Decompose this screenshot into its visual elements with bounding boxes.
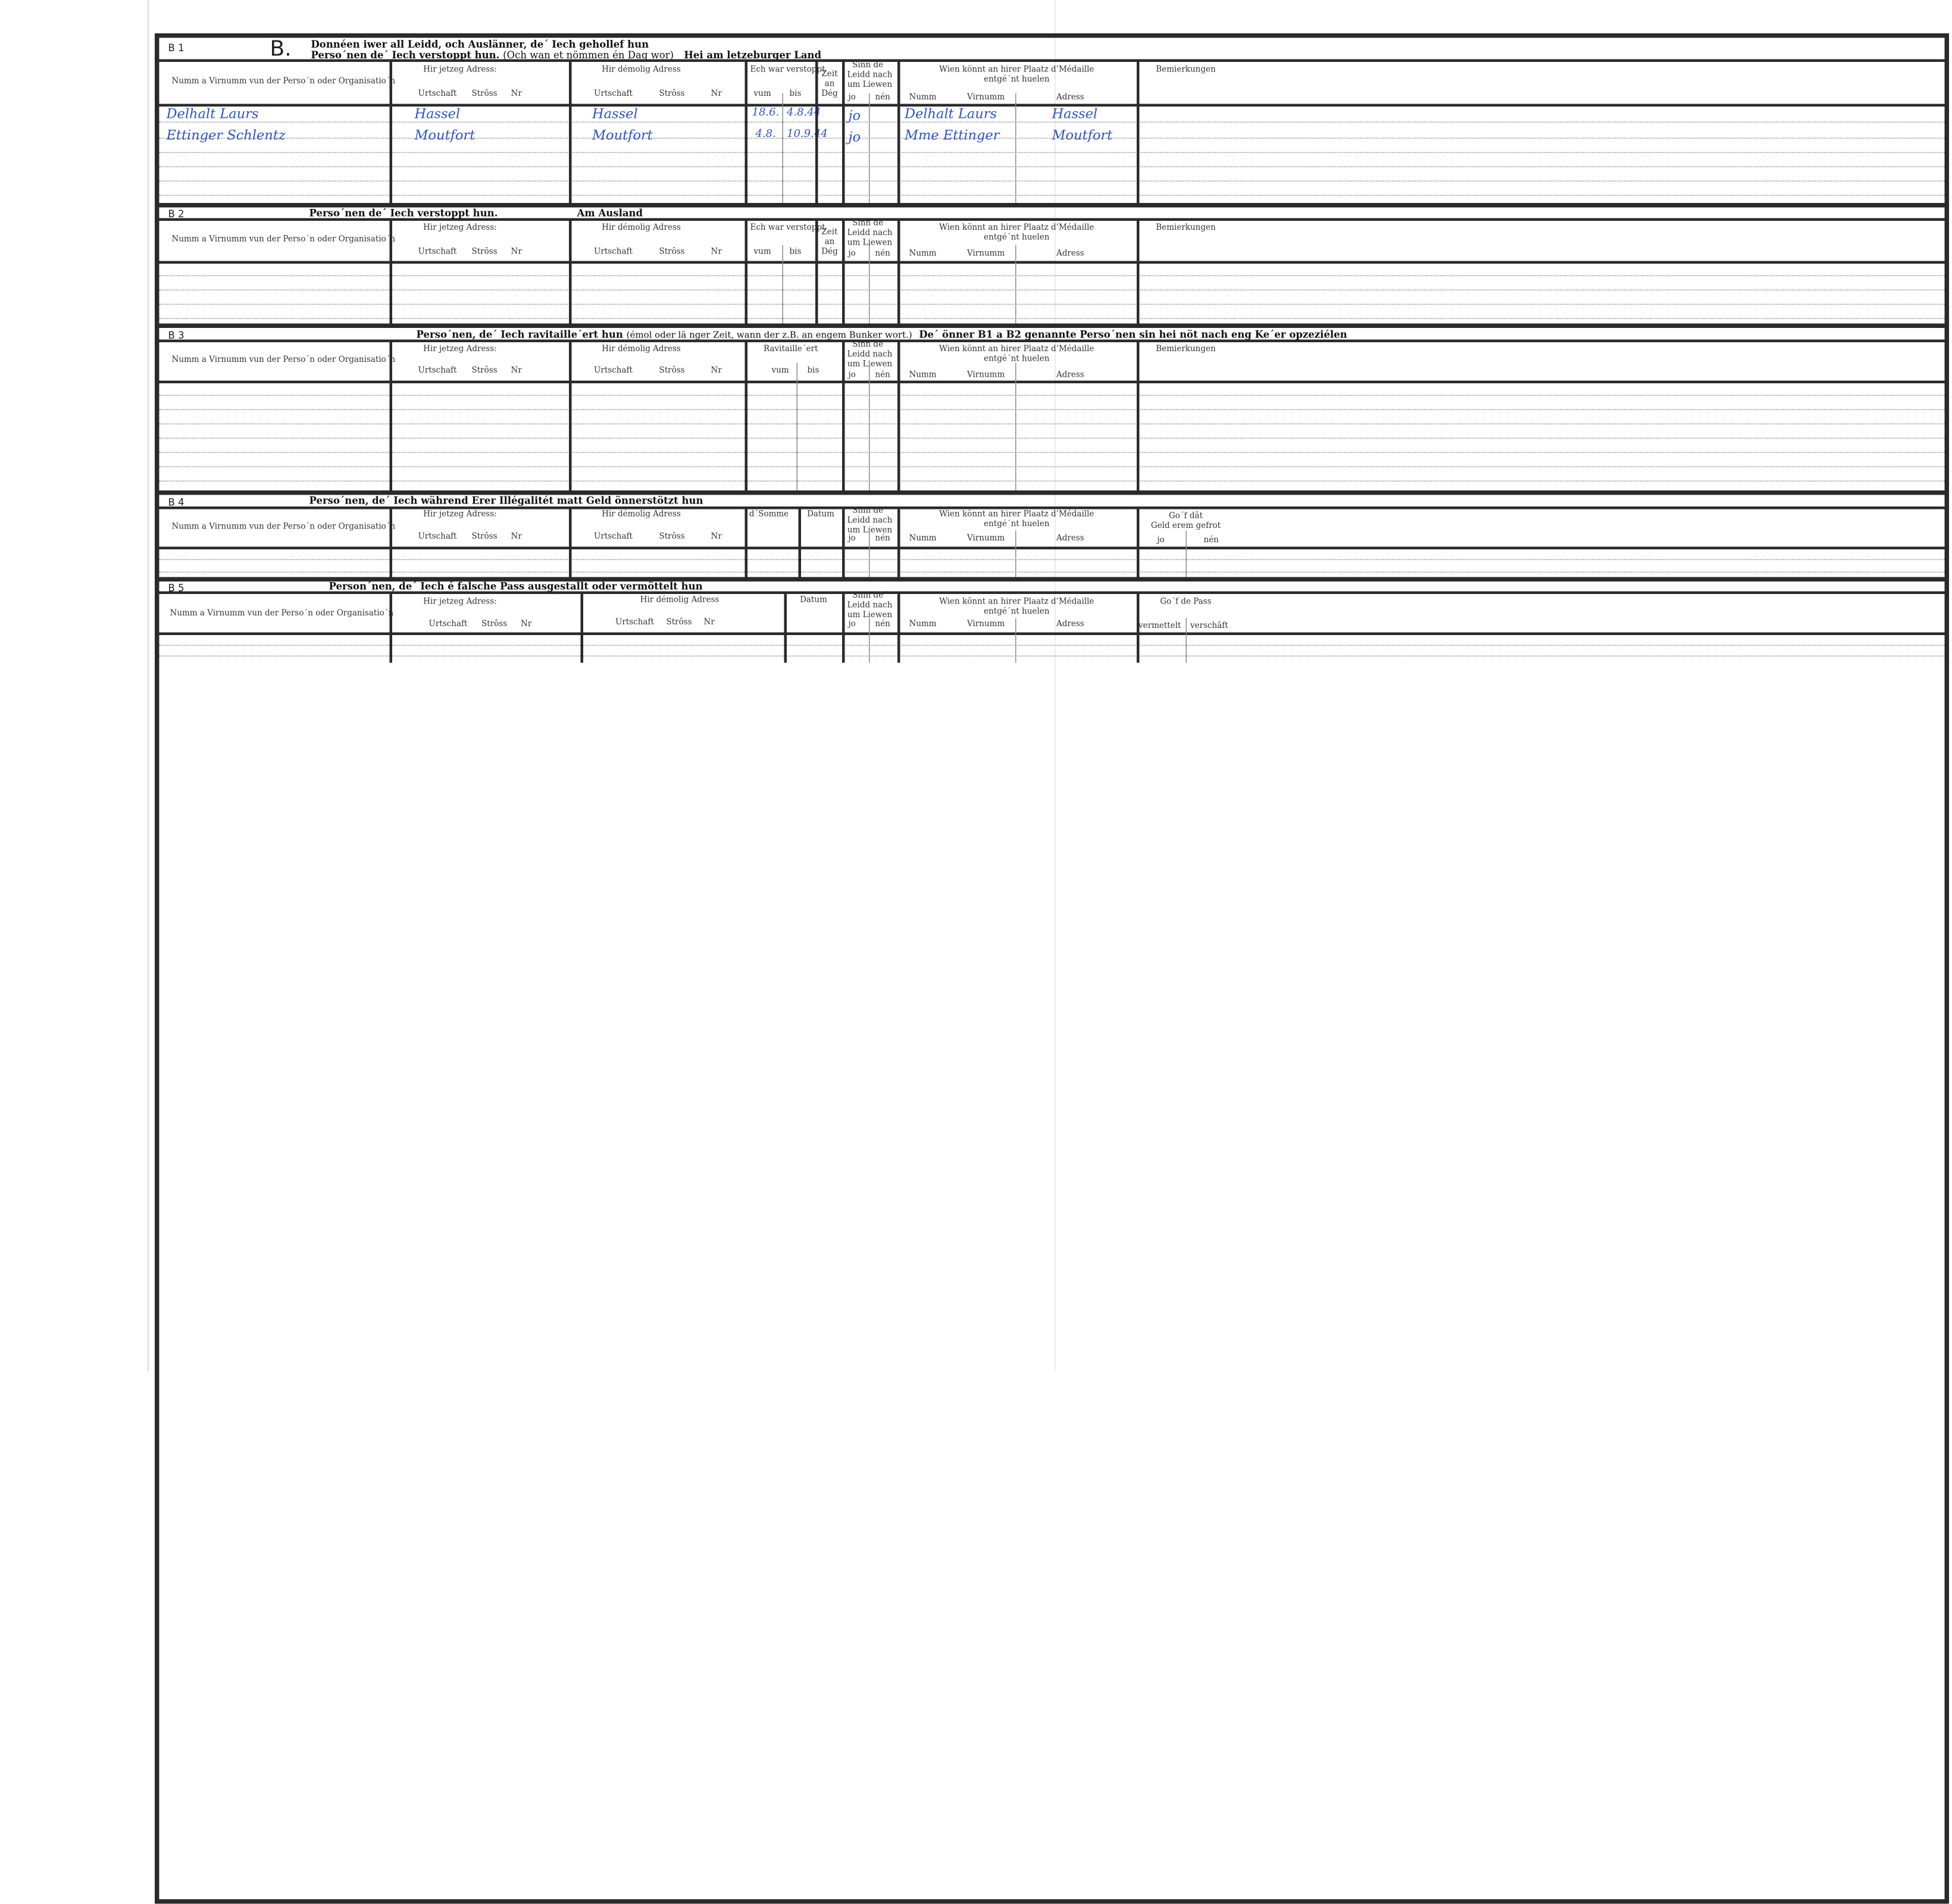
b1-header-current-address: Hir jetzeg Adress: <box>423 65 497 74</box>
b4-row-line <box>159 559 1945 561</box>
entry-former-town: Moutfort <box>592 127 653 143</box>
b2-header-days-2: an <box>824 237 835 247</box>
b4-header-name: Numm a Virnumm vun der Perso´n oder Organisatio´n <box>171 523 396 532</box>
b5-header-medal-2: entgé´nt huelen <box>984 607 1050 617</box>
b2-header-street-former: Strôss <box>659 248 685 257</box>
b5-col-rule <box>842 592 845 663</box>
b4-header-sum: d´Somme <box>749 510 789 519</box>
b4-header-danger-3: um Liewen <box>847 526 893 535</box>
b5-header-name: Numm a Virnumm vun der Perso´n oder Organisatio´n <box>170 609 394 618</box>
b2-col-rule <box>897 218 900 324</box>
b1-header-danger-1: Sinn de´ <box>852 61 887 70</box>
b4-col-sub <box>1186 531 1187 577</box>
b2-header-days-3: Dég <box>821 248 838 257</box>
b1-header-address: Adress <box>1056 93 1084 102</box>
b4-header-top <box>159 507 1945 509</box>
b5-header-medal-1: Wien könnt an hirer Plaatz d’Médaille <box>939 598 1094 606</box>
b5-header-former-address: Hir démolig Adress <box>640 596 720 605</box>
b5-header-danger-3: um Liewen <box>847 611 893 620</box>
b4-header-money-2: Geld erem gefrot <box>1150 521 1221 531</box>
b1-header-to: bis <box>789 89 802 99</box>
b1-row-line <box>159 122 1945 123</box>
b1-row-line <box>159 167 1945 168</box>
b4-header-street-former: Strôss <box>659 532 685 542</box>
b3-row-line <box>159 409 1945 411</box>
left-page-edge <box>148 0 149 1371</box>
b2-header-street: Strôss <box>471 248 498 257</box>
section-b4-title: Perso´nen, de´ Iech während Erer Illégalitét matt Geld önnerstötzt hun <box>309 495 703 507</box>
entry-from: 4.8. <box>755 127 776 140</box>
b5-header-town: Urtschaft <box>428 620 468 629</box>
b2-col-sub <box>1015 245 1016 324</box>
b2-header-hidden: Ech war verstoppt <box>750 223 825 233</box>
form-section-b <box>155 33 1949 1904</box>
b4-header-nr-former: Nr <box>711 532 722 542</box>
b2-header-medal-1: Wien könnt an hirer Plaatz d’Médaille <box>939 223 1094 233</box>
b1-col-rule <box>569 60 572 204</box>
section-b3-title <box>417 329 1347 341</box>
b3-row-line <box>159 438 1945 439</box>
b2-header-surname: Numm <box>909 249 937 258</box>
b2-col-sub <box>869 245 870 324</box>
b5-header-created: verschâft <box>1190 621 1228 631</box>
b1-header-remarks: Bemierkungen <box>1156 65 1216 74</box>
b2-col-rule <box>745 218 748 324</box>
section-b4-id: B 4 <box>168 496 184 508</box>
b5-header-danger-2: Leidd nach <box>847 601 893 610</box>
b4-header-town-former: Urtschaft <box>594 532 633 542</box>
b3-header-remarks: Bemierkungen <box>1156 345 1216 354</box>
b5-header-bottom <box>159 633 1945 636</box>
b5-header-no: nén <box>875 620 890 629</box>
b2-header-town: Urtschaft <box>418 248 457 257</box>
b2-header-former-address: Hir démolig Adress <box>602 223 681 233</box>
b1-col-sub <box>869 93 870 204</box>
b3-row-line <box>159 395 1945 396</box>
b2-row-line <box>159 304 1945 305</box>
section-b3-top <box>159 324 1945 329</box>
b1-col-rule <box>815 60 818 204</box>
b3-header-top <box>159 340 1945 343</box>
b3-header-nr-former: Nr <box>711 366 722 376</box>
b5-col-rule <box>390 592 393 663</box>
b5-col-sub <box>869 618 870 663</box>
b5-header-current-address: Hir jetzeg Adress: <box>423 598 497 606</box>
b2-col-rule <box>815 218 818 324</box>
b2-header-yes: jo <box>848 249 856 258</box>
b3-header-street: Strôss <box>471 366 498 376</box>
b3-header-name: Numm a Virnumm vun der Perso´n oder Organisatio´n <box>171 355 396 365</box>
b2-header-top <box>159 218 1945 221</box>
section-b2-title-right: Am Ausland <box>577 207 643 219</box>
b1-header-days-3: Dég <box>821 89 838 99</box>
b3-col-rule <box>390 340 393 491</box>
b2-header-medal-2: entgé´nt huelen <box>984 233 1050 242</box>
b2-col-sub <box>783 245 784 324</box>
b3-row-line <box>159 452 1945 454</box>
b3-col-rule <box>569 340 572 491</box>
b5-header-surname: Numm <box>909 620 937 629</box>
b4-col-rule <box>799 507 802 577</box>
b1-header-hidden: Ech war verstoppt <box>750 65 825 74</box>
b2-header-to: bis <box>789 248 802 257</box>
b1-header-danger-2: Leidd nach <box>847 71 893 80</box>
b4-header-yes: jo <box>848 534 856 543</box>
b1-header-street-former: Strôss <box>659 89 685 99</box>
b2-header-days-1: Zeit <box>821 228 838 237</box>
b3-header-from: vum <box>771 366 789 376</box>
entry-current-town: Hassel <box>414 105 461 122</box>
b5-header-firstname: Virnumm <box>967 620 1005 629</box>
b5-header-town-former: Urtschaft <box>615 618 654 627</box>
b1-col-sub <box>1015 93 1016 204</box>
b2-header-nr-former: Nr <box>711 248 722 257</box>
b1-header-medal-1: Wien könnt an hirer Plaatz d’Médaille <box>939 65 1094 74</box>
section-letter: B. <box>270 36 292 61</box>
b2-header-from: vum <box>753 248 771 257</box>
b3-header-danger-2: Leidd nach <box>847 350 893 359</box>
b5-header-yes: jo <box>848 620 856 629</box>
b1-row-line <box>159 152 1945 154</box>
b4-col-rule <box>390 507 393 577</box>
b4-header-address: Adress <box>1056 534 1084 543</box>
b5-col-rule <box>784 592 787 663</box>
b2-header-no: nén <box>875 249 890 258</box>
entry-to: 4.8.44 <box>787 105 821 118</box>
b5-header-pass: Go´f de Pass <box>1160 598 1212 606</box>
section-b3-id: B 3 <box>168 330 184 342</box>
b1-header-nr: Nr <box>511 89 522 99</box>
b1-col-rule <box>390 60 393 204</box>
b4-col-sub <box>1015 531 1016 577</box>
section-b1-title-line1: Donnéen iwer all Leidd, och Auslänner, de´ Iech gehollef hun <box>311 39 649 51</box>
b4-header-money-no: nén <box>1203 536 1219 545</box>
b1-header-town: Urtschaft <box>418 89 457 99</box>
b4-header-danger-2: Leidd nach <box>847 516 893 526</box>
entry-current-town: Moutfort <box>414 127 476 143</box>
section-b3-title-remark: De´ önner B1 a B2 genannte Perso´nen sin hei nöt nach eng Ke´er opzeziélen <box>919 329 1347 340</box>
b5-header-nr: Nr <box>521 620 532 629</box>
b2-row-line <box>159 318 1945 320</box>
entry-to: 10.9.44 <box>787 127 828 140</box>
b3-header-medal-1: Wien könnt an hirer Plaatz d’Médaille <box>939 345 1094 354</box>
b4-header-surname: Numm <box>909 534 937 543</box>
b3-col-sub <box>1015 363 1016 491</box>
b4-header-nr: Nr <box>511 532 522 542</box>
section-b5-id: B 5 <box>168 582 184 594</box>
entry-name: Ettinger Schlentz <box>166 127 286 143</box>
b5-col-sub <box>1015 618 1016 663</box>
b3-header-firstname: Virnumm <box>967 371 1005 380</box>
b1-header-town-former: Urtschaft <box>594 89 633 99</box>
b3-row-line <box>159 481 1945 482</box>
b4-header-firstname: Virnumm <box>967 534 1005 543</box>
b1-header-surname: Numm <box>909 93 937 102</box>
b5-header-street: Strôss <box>481 620 508 629</box>
b2-col-rule <box>1137 218 1140 324</box>
b5-header-address: Adress <box>1056 620 1084 629</box>
b3-col-rule <box>897 340 900 491</box>
b1-header-days-1: Zeit <box>821 70 838 79</box>
b5-header-nr-former: Nr <box>703 618 715 627</box>
b3-header-no: nén <box>875 371 890 380</box>
b4-header-no: nén <box>875 534 890 543</box>
b5-col-rule <box>581 592 584 663</box>
b4-header-town: Urtschaft <box>418 532 457 542</box>
b3-header-street-former: Strôss <box>659 366 685 376</box>
b4-col-rule <box>1137 507 1140 577</box>
section-b2-top <box>159 203 1945 208</box>
b3-col-sub <box>797 363 798 491</box>
b3-header-former-address: Hir démolig Adress <box>602 345 681 354</box>
entry-medal-address: Moutfort <box>1052 127 1113 143</box>
b4-col-sub <box>869 531 870 577</box>
b5-col-sub <box>1186 618 1187 663</box>
b4-header-bottom <box>159 547 1945 550</box>
b2-header-bottom <box>159 261 1945 264</box>
section-b2-title: Perso´nen de´ Iech verstoppt hun. <box>309 207 498 219</box>
section-b1-id: B 1 <box>168 42 184 54</box>
b1-header-from: vum <box>753 89 771 99</box>
section-b1-title-main: Perso´nen de´ Iech verstoppt hun. <box>311 49 500 61</box>
b3-header-address: Adress <box>1056 371 1084 380</box>
b1-header-name: Numm a Virnumm vun der Perso´n oder Organisatio´n <box>171 77 396 86</box>
b5-header-top <box>159 592 1945 595</box>
b5-header-mediated: vermettelt <box>1138 621 1181 631</box>
b5-header-danger-1: Sinn de´ <box>852 591 887 601</box>
b3-col-sub <box>869 363 870 491</box>
b3-header-town: Urtschaft <box>418 366 457 376</box>
b2-header-danger-2: Leidd nach <box>847 229 893 238</box>
b2-header-danger-1: Sinn de´ <box>852 219 887 228</box>
b4-header-medal-2: entgé´nt huelen <box>984 520 1050 529</box>
b1-header-street: Strôss <box>471 89 498 99</box>
b1-col-rule <box>897 60 900 204</box>
section-b1-title-note: (Och wan et nömmen én Dag wor) <box>503 49 674 61</box>
b3-col-rule <box>842 340 845 491</box>
b5-header-date: Datum <box>800 596 827 605</box>
b3-row-line <box>159 467 1945 468</box>
b2-row-line <box>159 290 1945 291</box>
b4-header-money-1: Go´f dât <box>1168 512 1203 521</box>
b3-header-current-address: Hir jetzeg Adress: <box>423 345 497 354</box>
b1-col-rule <box>842 60 845 204</box>
b1-header-no: nén <box>875 93 890 102</box>
b2-header-address: Adress <box>1056 249 1084 258</box>
b3-row-line <box>159 424 1945 425</box>
section-b2-id: B 2 <box>168 208 184 220</box>
b4-col-rule <box>897 507 900 577</box>
b2-col-rule <box>569 218 572 324</box>
b3-header-yes: jo <box>848 371 856 380</box>
b5-header-street-former: Strôss <box>666 618 692 627</box>
entry-medal-name: Mme Ettinger <box>905 127 1000 143</box>
b4-header-medal-1: Wien könnt an hirer Plaatz d’Médaille <box>939 510 1094 519</box>
b5-col-rule <box>1137 592 1140 663</box>
b2-header-nr: Nr <box>511 248 522 257</box>
b2-header-current-address: Hir jetzeg Adress: <box>423 223 497 233</box>
b3-header-nr: Nr <box>511 366 522 376</box>
b1-header-danger-3: um Liewen <box>847 80 893 90</box>
b3-header-supplied: Ravitaille´ert <box>763 345 818 354</box>
b1-header-former-address: Hir démolig Adress <box>602 65 681 74</box>
entry-medal-address: Hassel <box>1052 105 1098 122</box>
b1-row-line <box>159 181 1945 182</box>
entry-danger: jo <box>848 107 861 124</box>
b3-header-surname: Numm <box>909 371 937 380</box>
b1-row-line <box>159 195 1945 196</box>
entry-danger: jo <box>848 129 861 145</box>
b3-col-rule <box>1137 340 1140 491</box>
b5-col-rule <box>897 592 900 663</box>
entry-from: 18.6. <box>752 105 780 118</box>
b4-header-money-yes: jo <box>1157 536 1165 545</box>
b2-header-remarks: Bemierkungen <box>1156 223 1216 233</box>
b2-col-rule <box>842 218 845 324</box>
b1-col-rule <box>1137 60 1140 204</box>
section-b1-title-location: Hei am letzeburger Land <box>684 49 822 61</box>
b1-header-top <box>159 60 1945 62</box>
b2-header-town-former: Urtschaft <box>594 248 633 257</box>
b5-row-line <box>159 656 1945 657</box>
section-b4-top <box>159 490 1945 495</box>
b1-header-yes: jo <box>848 93 856 102</box>
b2-header-name: Numm a Virnumm vun der Perso´n oder Organisatio´n <box>171 235 396 244</box>
entry-medal-name: Delhalt Laurs <box>905 105 997 122</box>
b1-col-sub <box>783 93 784 204</box>
b2-row-line <box>159 276 1945 277</box>
b1-col-rule <box>745 60 748 204</box>
b4-row-line <box>159 572 1945 573</box>
b4-header-former-address: Hir démolig Adress <box>602 510 681 519</box>
b1-header-days-2: an <box>824 80 835 89</box>
section-b5-title: Person´nen, de´ Iech é falsche Pass ausgestallt oder vermöttelt hun <box>329 580 703 592</box>
b4-header-current-address: Hir jetzeg Adress: <box>423 510 497 519</box>
b4-header-date: Datum <box>807 510 834 519</box>
entry-former-town: Hassel <box>592 105 638 122</box>
section-b3-title-note: (émol oder lä nger Zeit, wann der z.B. an engem Bunker wort.) <box>626 330 912 340</box>
b2-header-firstname: Virnumm <box>967 249 1005 258</box>
b4-col-rule <box>745 507 748 577</box>
b3-header-bottom <box>159 381 1945 384</box>
b3-header-danger-3: um Liewen <box>847 360 893 369</box>
b1-header-nr-former: Nr <box>711 89 722 99</box>
b5-row-line <box>159 645 1945 646</box>
b3-header-danger-1: Sinn de´ <box>852 340 887 349</box>
b4-header-danger-1: Sinn de´ <box>852 507 887 515</box>
b3-col-rule <box>745 340 748 491</box>
b2-header-danger-3: um Liewen <box>847 239 893 248</box>
entry-name: Delhalt Laurs <box>166 105 259 122</box>
b3-header-to: bis <box>807 366 819 376</box>
b3-header-town-former: Urtschaft <box>594 366 633 376</box>
section-b3-title-main: Perso´nen, de´ Iech ravitaille´ert hun <box>416 329 623 340</box>
b2-col-rule <box>390 218 393 324</box>
b4-header-street: Strôss <box>471 532 498 542</box>
b3-header-medal-2: entgé´nt huelen <box>984 355 1050 364</box>
b4-col-rule <box>842 507 845 577</box>
b1-header-firstname: Virnumm <box>967 93 1005 102</box>
b4-col-rule <box>569 507 572 577</box>
b1-header-medal-2: entgé´nt huelen <box>984 75 1050 85</box>
